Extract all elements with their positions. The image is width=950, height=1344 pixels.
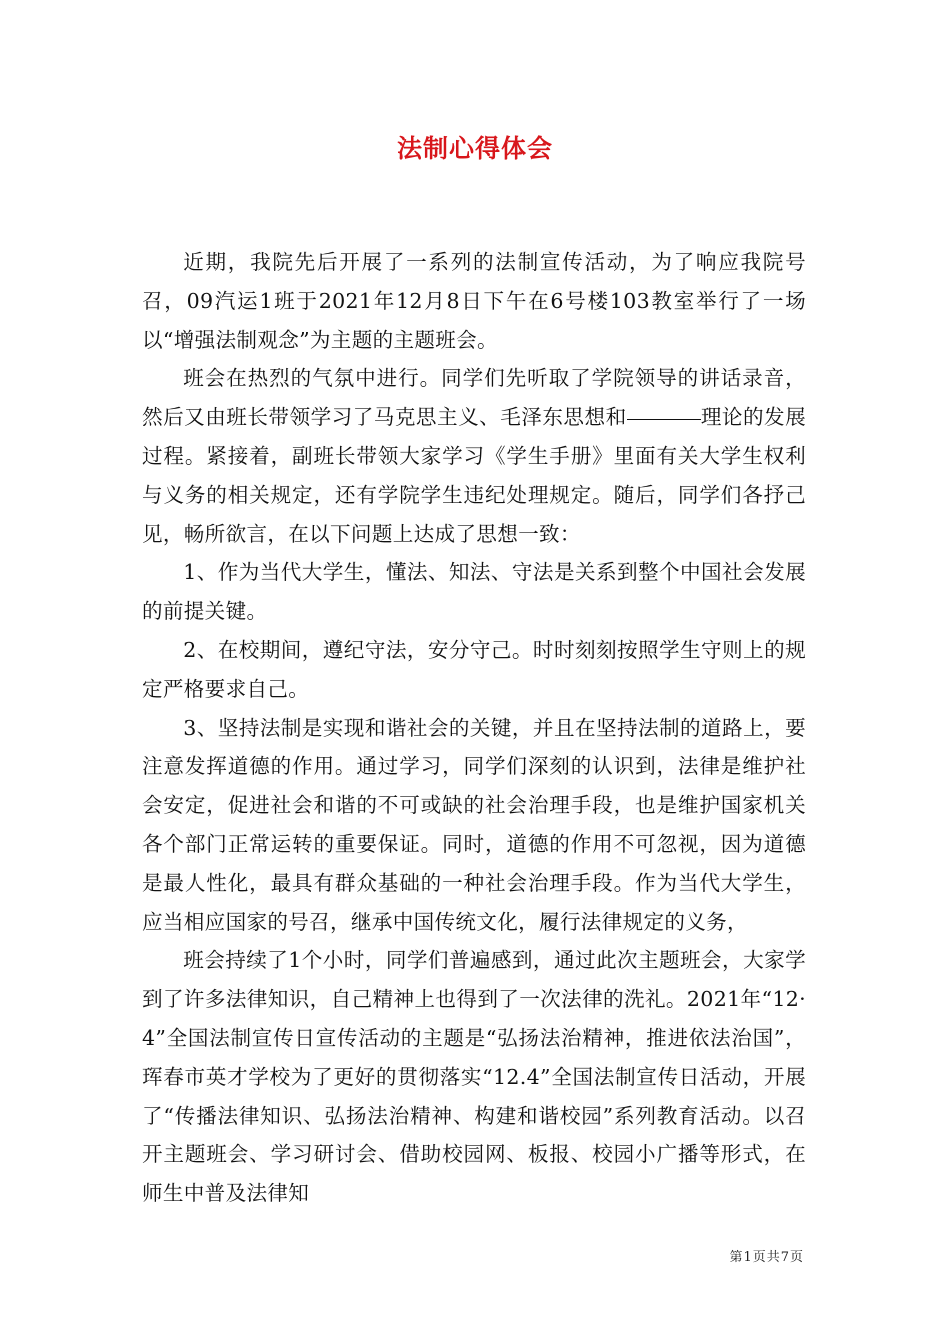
page-number: 第1页共7页 [729, 1250, 804, 1265]
paragraph-class-meeting-part1: 班会在热烈的气氛中进行。同学们先听取了学院领导的讲话录音，然后又由班长带领学习了马克思主义、毛泽东思想和 [142, 366, 806, 430]
paragraph-point-2: 2、在校期间，遵纪守法，安分守己。时时刻刻按照学生守则上的规定严格要求自己。 [142, 637, 806, 701]
fill-in-blank [627, 418, 701, 420]
paragraph-point-1: 1、作为当代大学生，懂法、知法、守法是关系到整个中国社会发展的前提关键。 [142, 560, 806, 624]
paragraph-point-3: 3、坚持法制是实现和谐社会的关键，并且在坚持法制的道路上，要注意发挥道德的作用。通过学习，同学们深刻的认识到，法律是维护社会安定，促进社会和谐的不可或缺的社会治理手段，也是维护国家机关各个部门正常运转的重要保证。同时，道德的作用不可忽视，因为道德是最人性化，最具有群众基础的一种社会治理手段。作为当代大学生，应当相应国家的号召，继承中国传统文化，履行法律规定的义务， [142, 715, 806, 934]
document-title: 法制心得体会 [396, 134, 553, 163]
document-body [142, 243, 806, 1213]
paragraph-intro: 近期，我院先后开展了一系列的法制宣传活动，为了响应我院号召，09汽运1班于2021年12月8日下午在6号楼103教室举行了一场以“增强法制观念”为主题的主题班会。 [142, 250, 806, 352]
paragraph-class-meeting [142, 359, 806, 553]
paragraph-conclusion: 班会持续了1个小时，同学们普遍感到，通过此次主题班会，大家学到了许多法律知识，自己精神上也得到了一次法律的洗礼。2021年“12·4”全国法制宣传日宣传活动的主题是“弘扬法治精神，推进依法治国”，珲春市英才学校为了更好的贯彻落实“12.4”全国法制宣传日活动，开展了“传播法律知识、弘扬法治精神、构建和谐校园”系列教育活动。以召开主题班会、学习研讨会、借助校园网、板报、校园小广播等形式，在师生中普及法律知 [142, 948, 806, 1206]
paragraph-class-meeting-part2: 理论的发展过程。紧接着，副班长带领大家学习《学生手册》里面有关大学生权利与义务的相关规定，还有学院学生违纪处理规定。随后，同学们各抒己见，畅所欲言，在以下问题上达成了思想一致： [142, 405, 806, 546]
